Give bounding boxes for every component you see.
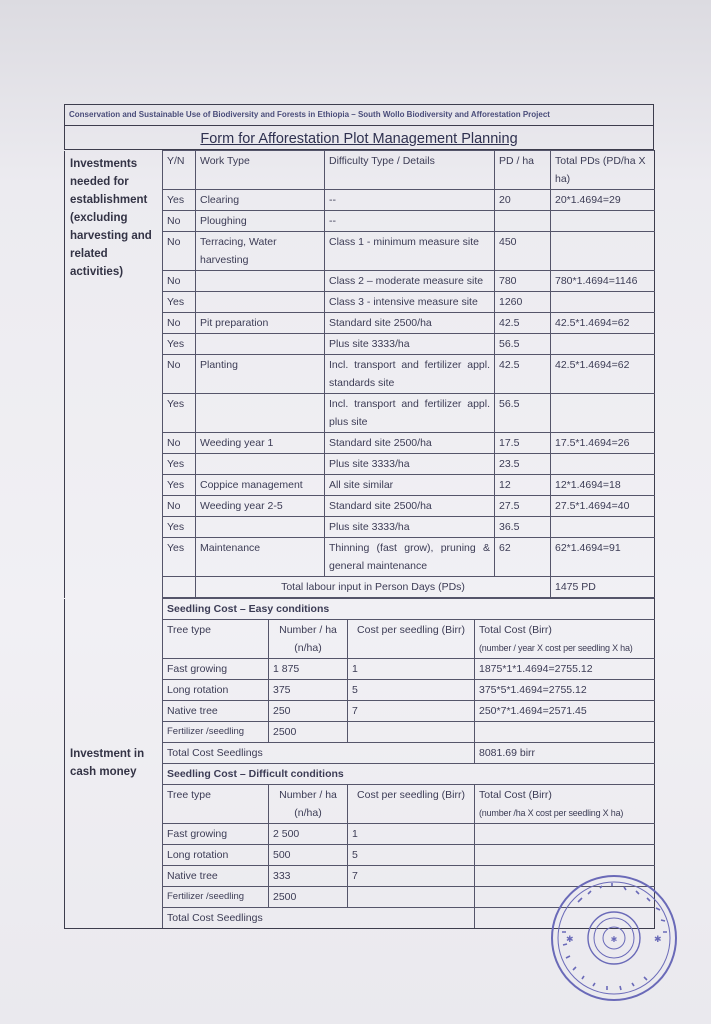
col-tree-type: Tree type bbox=[163, 785, 269, 824]
seedling-heading-row bbox=[65, 599, 655, 620]
seedling-total bbox=[475, 845, 655, 866]
total-cost-note: (number / year X cost per seedling X ha) bbox=[479, 643, 633, 653]
seedling-total: 250*7*1.4694=2571.45 bbox=[475, 701, 655, 722]
labour-cell-total: 12*1.4694=18 bbox=[551, 475, 655, 496]
labour-cell-yn: No bbox=[163, 496, 196, 517]
investments-side-label: Investments needed for establishment (excluding harvesting and related activities) bbox=[65, 151, 163, 598]
seedling-type: Fertilizer /seedling bbox=[163, 887, 269, 908]
labour-cell-total bbox=[551, 334, 655, 355]
col-number-ha: Number / ha (n/ha) bbox=[269, 785, 348, 824]
svg-text:✱: ✱ bbox=[566, 935, 574, 945]
official-seal-icon bbox=[548, 872, 680, 1004]
col-yn: Y/N bbox=[163, 151, 196, 190]
col-cost-seedling: Cost per seedling (Birr) bbox=[348, 785, 475, 824]
seedling-number: 500 bbox=[269, 845, 348, 866]
labour-cell-detail: Plus site 3333/ha bbox=[325, 517, 495, 538]
labour-cell-pd: 1260 bbox=[495, 292, 551, 313]
labour-cell-work: Coppice management bbox=[196, 475, 325, 496]
labour-cell-total: 20*1.4694=29 bbox=[551, 190, 655, 211]
labour-cell-pd: 780 bbox=[495, 271, 551, 292]
labour-cell-work: Planting bbox=[196, 355, 325, 394]
seedling-type: Fertilizer /seedling bbox=[163, 722, 269, 743]
seedling-number: 1 875 bbox=[269, 659, 348, 680]
labour-cell-pd: 17.5 bbox=[495, 433, 551, 454]
seedling-cost: 7 bbox=[348, 866, 475, 887]
labour-cell-yn: Yes bbox=[163, 517, 196, 538]
labour-cell-work bbox=[196, 454, 325, 475]
labour-cell-total bbox=[551, 517, 655, 538]
labour-cell-yn: No bbox=[163, 232, 196, 271]
seedling-total bbox=[475, 722, 655, 743]
labour-cell-yn: Yes bbox=[163, 454, 196, 475]
labour-cell-pd: 12 bbox=[495, 475, 551, 496]
col-difficulty: Difficulty Type / Details bbox=[325, 151, 495, 190]
col-work-type: Work Type bbox=[196, 151, 325, 190]
labour-cell-pd: 36.5 bbox=[495, 517, 551, 538]
labour-cell-total: 62*1.4694=91 bbox=[551, 538, 655, 577]
labour-cell-total bbox=[551, 454, 655, 475]
seedling-type: Native tree bbox=[163, 701, 269, 722]
labour-cell-detail: -- bbox=[325, 211, 495, 232]
labour-cell-detail: Standard site 2500/ha bbox=[325, 433, 495, 454]
labour-cell-detail: -- bbox=[325, 190, 495, 211]
labour-cell-work bbox=[196, 517, 325, 538]
labour-cell-total bbox=[551, 394, 655, 433]
col-total-cost bbox=[475, 620, 655, 659]
labour-cell-total: 42.5*1.4694=62 bbox=[551, 313, 655, 334]
labour-cell-total bbox=[551, 292, 655, 313]
total-cost-heading: Total Cost (Birr) bbox=[479, 624, 552, 636]
labour-cell-total: 17.5*1.4694=26 bbox=[551, 433, 655, 454]
seedling-heading-easy: Seedling Cost – Easy conditions bbox=[163, 599, 655, 620]
seedling-type: Long rotation bbox=[163, 845, 269, 866]
seedling-total bbox=[475, 824, 655, 845]
labour-cell-total: 780*1.4694=1146 bbox=[551, 271, 655, 292]
labour-cell-work: Weeding year 2-5 bbox=[196, 496, 325, 517]
seedling-total-value: 8081.69 birr bbox=[475, 743, 655, 764]
labour-cell-detail: Standard site 2500/ha bbox=[325, 313, 495, 334]
labour-cell-yn: Yes bbox=[163, 475, 196, 496]
labour-total-value: 1475 PD bbox=[551, 577, 655, 598]
labour-cell-yn: No bbox=[163, 433, 196, 454]
col-number-ha: Number / ha (n/ha) bbox=[269, 620, 348, 659]
labour-cell-yn: Yes bbox=[163, 538, 196, 577]
seedling-cost: 1 bbox=[348, 659, 475, 680]
labour-cell-pd: 56.5 bbox=[495, 394, 551, 433]
seedling-type: Fast growing bbox=[163, 659, 269, 680]
seedling-total-label: Total Cost Seedlings bbox=[163, 743, 475, 764]
labour-cell-yn: No bbox=[163, 313, 196, 334]
seedling-total: 1875*1*1.4694=2755.12 bbox=[475, 659, 655, 680]
col-cost-seedling: Cost per seedling (Birr) bbox=[348, 620, 475, 659]
col-tree-type: Tree type bbox=[163, 620, 269, 659]
seedling-type: Fast growing bbox=[163, 824, 269, 845]
labour-cell-detail: Class 3 - intensive measure site bbox=[325, 292, 495, 313]
labour-cell-yn: Yes bbox=[163, 190, 196, 211]
seedling-type: Native tree bbox=[163, 866, 269, 887]
afforestation-form bbox=[64, 104, 654, 929]
labour-cell-pd: 20 bbox=[495, 190, 551, 211]
labour-cell-detail: Incl. transport and fertilizer appl. standards site bbox=[325, 355, 495, 394]
labour-cell-detail: Class 2 – moderate measure site bbox=[325, 271, 495, 292]
seedling-total: 375*5*1.4694=2755.12 bbox=[475, 680, 655, 701]
seedling-number: 375 bbox=[269, 680, 348, 701]
seedling-number: 2 500 bbox=[269, 824, 348, 845]
labour-cell-yn: Yes bbox=[163, 394, 196, 433]
labour-cell-detail: Thinning (fast grow), pruning & general maintenance bbox=[325, 538, 495, 577]
labour-cell-yn: No bbox=[163, 211, 196, 232]
labour-cell-work: Ploughing bbox=[196, 211, 325, 232]
labour-cell-work: Terracing, Water harvesting bbox=[196, 232, 325, 271]
total-cost-note: (number /ha X cost per seedling X ha) bbox=[479, 808, 624, 818]
labour-cell-pd: 23.5 bbox=[495, 454, 551, 475]
seedling-number: 2500 bbox=[269, 722, 348, 743]
labour-cell-yn: No bbox=[163, 355, 196, 394]
seedling-cost: 5 bbox=[348, 680, 475, 701]
col-pd-ha: PD / ha bbox=[495, 151, 551, 190]
labour-total-label: Total labour input in Person Days (PDs) bbox=[196, 577, 551, 598]
labour-cell-yn: Yes bbox=[163, 292, 196, 313]
labour-total-spacer bbox=[163, 577, 196, 598]
seedling-cost: 5 bbox=[348, 845, 475, 866]
seedling-heading-difficult: Seedling Cost – Difficult conditions bbox=[163, 764, 655, 785]
labour-cell-pd: 62 bbox=[495, 538, 551, 577]
total-cost-heading: Total Cost (Birr) bbox=[479, 789, 552, 801]
form-title: Form for Afforestation Plot Management Planning bbox=[64, 126, 654, 150]
svg-text:✱: ✱ bbox=[654, 935, 662, 945]
labour-header-row bbox=[65, 151, 655, 190]
labour-cell-detail: Plus site 3333/ha bbox=[325, 454, 495, 475]
labour-cell-work: Maintenance bbox=[196, 538, 325, 577]
col-total-pds: Total PDs (PD/ha X ha) bbox=[551, 151, 655, 190]
labour-cell-detail: All site similar bbox=[325, 475, 495, 496]
labour-table bbox=[64, 150, 655, 598]
svg-text:✱: ✱ bbox=[610, 935, 618, 944]
labour-cell-detail: Incl. transport and fertilizer appl. plus site bbox=[325, 394, 495, 433]
labour-cell-pd: 27.5 bbox=[495, 496, 551, 517]
labour-cell-yn: Yes bbox=[163, 334, 196, 355]
labour-cell-pd: 42.5 bbox=[495, 355, 551, 394]
labour-cell-total: 42.5*1.4694=62 bbox=[551, 355, 655, 394]
seedling-number: 333 bbox=[269, 866, 348, 887]
labour-cell-work bbox=[196, 271, 325, 292]
labour-cell-work: Weeding year 1 bbox=[196, 433, 325, 454]
labour-cell-total bbox=[551, 211, 655, 232]
seedling-cost bbox=[348, 722, 475, 743]
seedling-cost: 1 bbox=[348, 824, 475, 845]
labour-cell-work: Clearing bbox=[196, 190, 325, 211]
labour-cell-detail: Class 1 - minimum measure site bbox=[325, 232, 495, 271]
seedling-number: 250 bbox=[269, 701, 348, 722]
labour-cell-total bbox=[551, 232, 655, 271]
labour-cell-detail: Plus site 3333/ha bbox=[325, 334, 495, 355]
labour-cell-work bbox=[196, 292, 325, 313]
cash-side-label: Investment in cash money bbox=[65, 599, 163, 929]
seedling-number: 2500 bbox=[269, 887, 348, 908]
seedling-cost bbox=[348, 887, 475, 908]
labour-cell-pd: 450 bbox=[495, 232, 551, 271]
labour-cell-yn: No bbox=[163, 271, 196, 292]
seedling-type: Long rotation bbox=[163, 680, 269, 701]
labour-cell-total: 27.5*1.4694=40 bbox=[551, 496, 655, 517]
seedling-cost: 7 bbox=[348, 701, 475, 722]
labour-cell-work bbox=[196, 334, 325, 355]
labour-cell-pd bbox=[495, 211, 551, 232]
labour-cell-pd: 42.5 bbox=[495, 313, 551, 334]
labour-cell-pd: 56.5 bbox=[495, 334, 551, 355]
labour-cell-work bbox=[196, 394, 325, 433]
labour-cell-detail: Standard site 2500/ha bbox=[325, 496, 495, 517]
col-total-cost bbox=[475, 785, 655, 824]
seedling-total-label: Total Cost Seedlings bbox=[163, 908, 475, 929]
labour-cell-work: Pit preparation bbox=[196, 313, 325, 334]
project-header: Conservation and Sustainable Use of Biodiversity and Forests in Ethiopia – South Wollo Biodiversity and Afforestation Project bbox=[64, 104, 654, 126]
